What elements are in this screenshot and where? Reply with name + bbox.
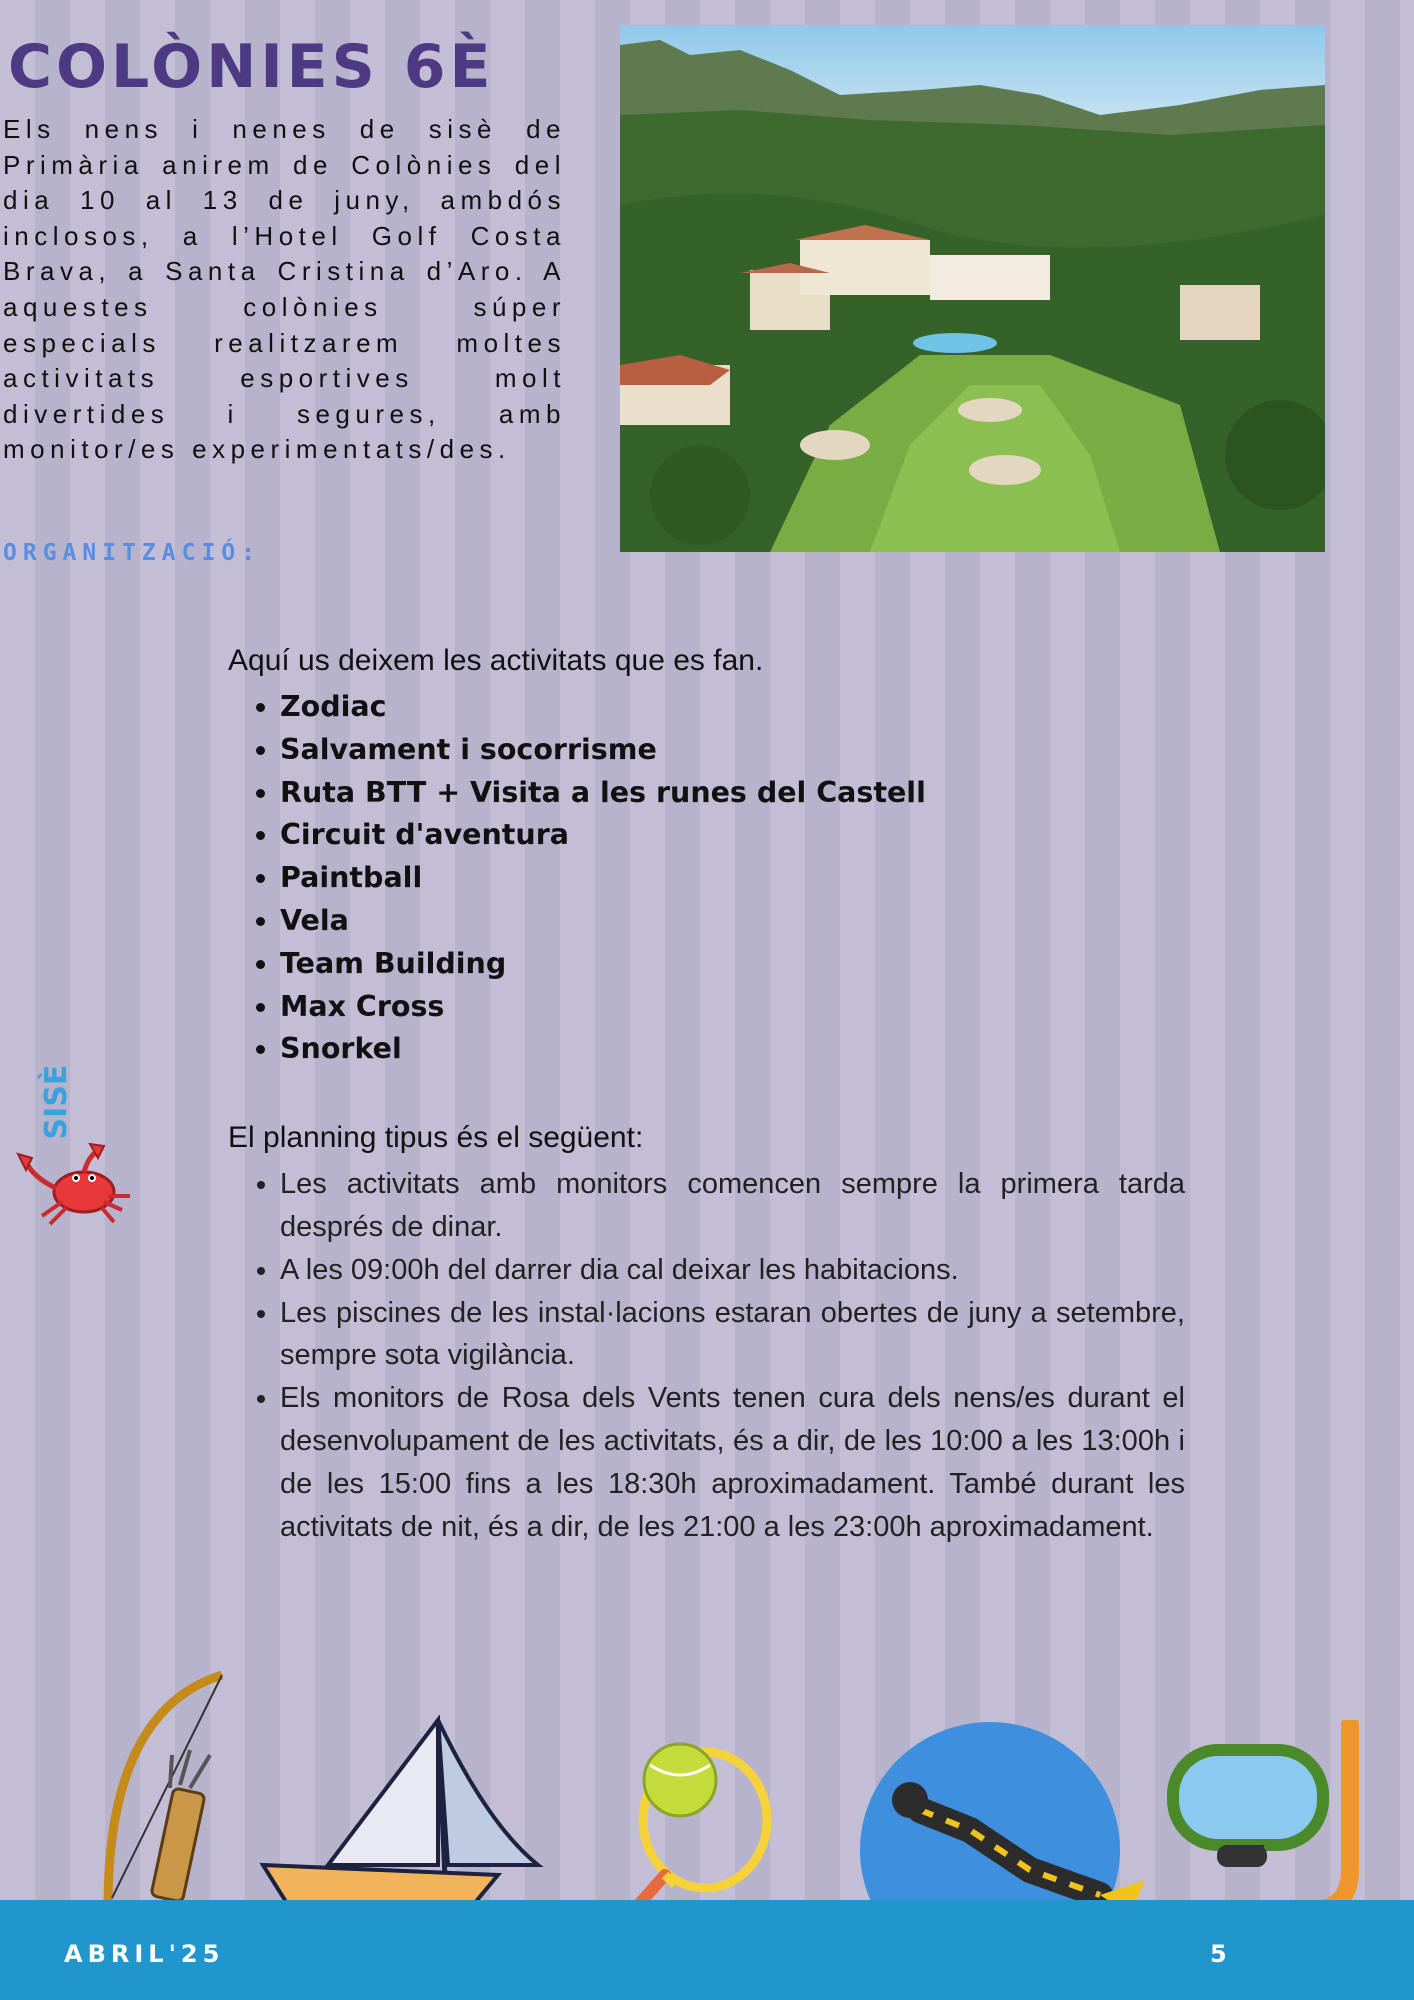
hotel-golf-photo	[620, 25, 1325, 552]
list-item: • Vela	[280, 900, 1185, 943]
list-item: • Les piscines de les instal·lacions estaran obertes de juny a setembre, sempre sota vigilància.	[280, 1292, 1185, 1378]
list-item: • Team Building	[280, 943, 1185, 986]
page-title: COLÒNIES 6È	[8, 32, 495, 102]
page-number: 5	[1210, 1940, 1227, 1968]
activities-lead: Aquí us deixem les activitats que es fan.	[228, 644, 764, 677]
list-item: • Els monitors de Rosa dels Vents tenen cura dels nens/es durant el desenvolupament de les activitats, és a dir, de les 10:00 a les 13:00h i de les 15:00 fins a les 18:30h aproximadament. També durant les activitats de nit, és a dir, de les 21:00 a les 23:00h aproximadament.	[280, 1377, 1185, 1548]
list-item: • Zodiac	[280, 686, 1185, 729]
footer-bar	[0, 1900, 1414, 2000]
list-item: • Snorkel	[280, 1028, 1185, 1071]
bow-and-arrows-icon	[90, 1670, 240, 1910]
snorkel-mask-icon	[1165, 1720, 1365, 1920]
crab-sticker	[4, 1060, 154, 1230]
sailboat-icon	[258, 1715, 548, 1905]
main-content	[228, 640, 1185, 1548]
section-label-organitzacio: ORGANITZACIÓ:	[3, 540, 262, 566]
list-item: • Ruta BTT + Visita a les runes del Castell	[280, 772, 1185, 815]
planning-lead: El planning tipus és el següent:	[228, 1121, 644, 1155]
intro-paragraph: Els nens i nenes de sisè de Primària anirem de Colònies del dia 10 al 13 de juny, ambdós inclosos, a l’Hotel Golf Costa Brava, a Santa Cristina d’Aro. A aquestes colònies súper especials realitzarem molt​es activitats esportives molt divertides i segures, amb monitor/es experimentats/des.	[3, 114, 566, 465]
list-item: • Paintball	[280, 857, 1185, 900]
list-item: • Les activitats amb monitors comencen sempre la primera tarda després de dinar.	[280, 1163, 1185, 1249]
crab-icon	[18, 1144, 130, 1224]
planning-list	[228, 1163, 1185, 1548]
activities-list	[228, 686, 1185, 1071]
footer-month: ABRIL'25	[64, 1940, 225, 1968]
list-item: • Salvament i socorrisme	[280, 729, 1185, 772]
sticker-text: SISÈ	[39, 1064, 74, 1140]
list-item: • Circuit d'aventura	[280, 814, 1185, 857]
list-item: • A les 09:00h del darrer dia cal deixar les habitacions.	[280, 1249, 1185, 1292]
list-item: • Max Cross	[280, 986, 1185, 1029]
